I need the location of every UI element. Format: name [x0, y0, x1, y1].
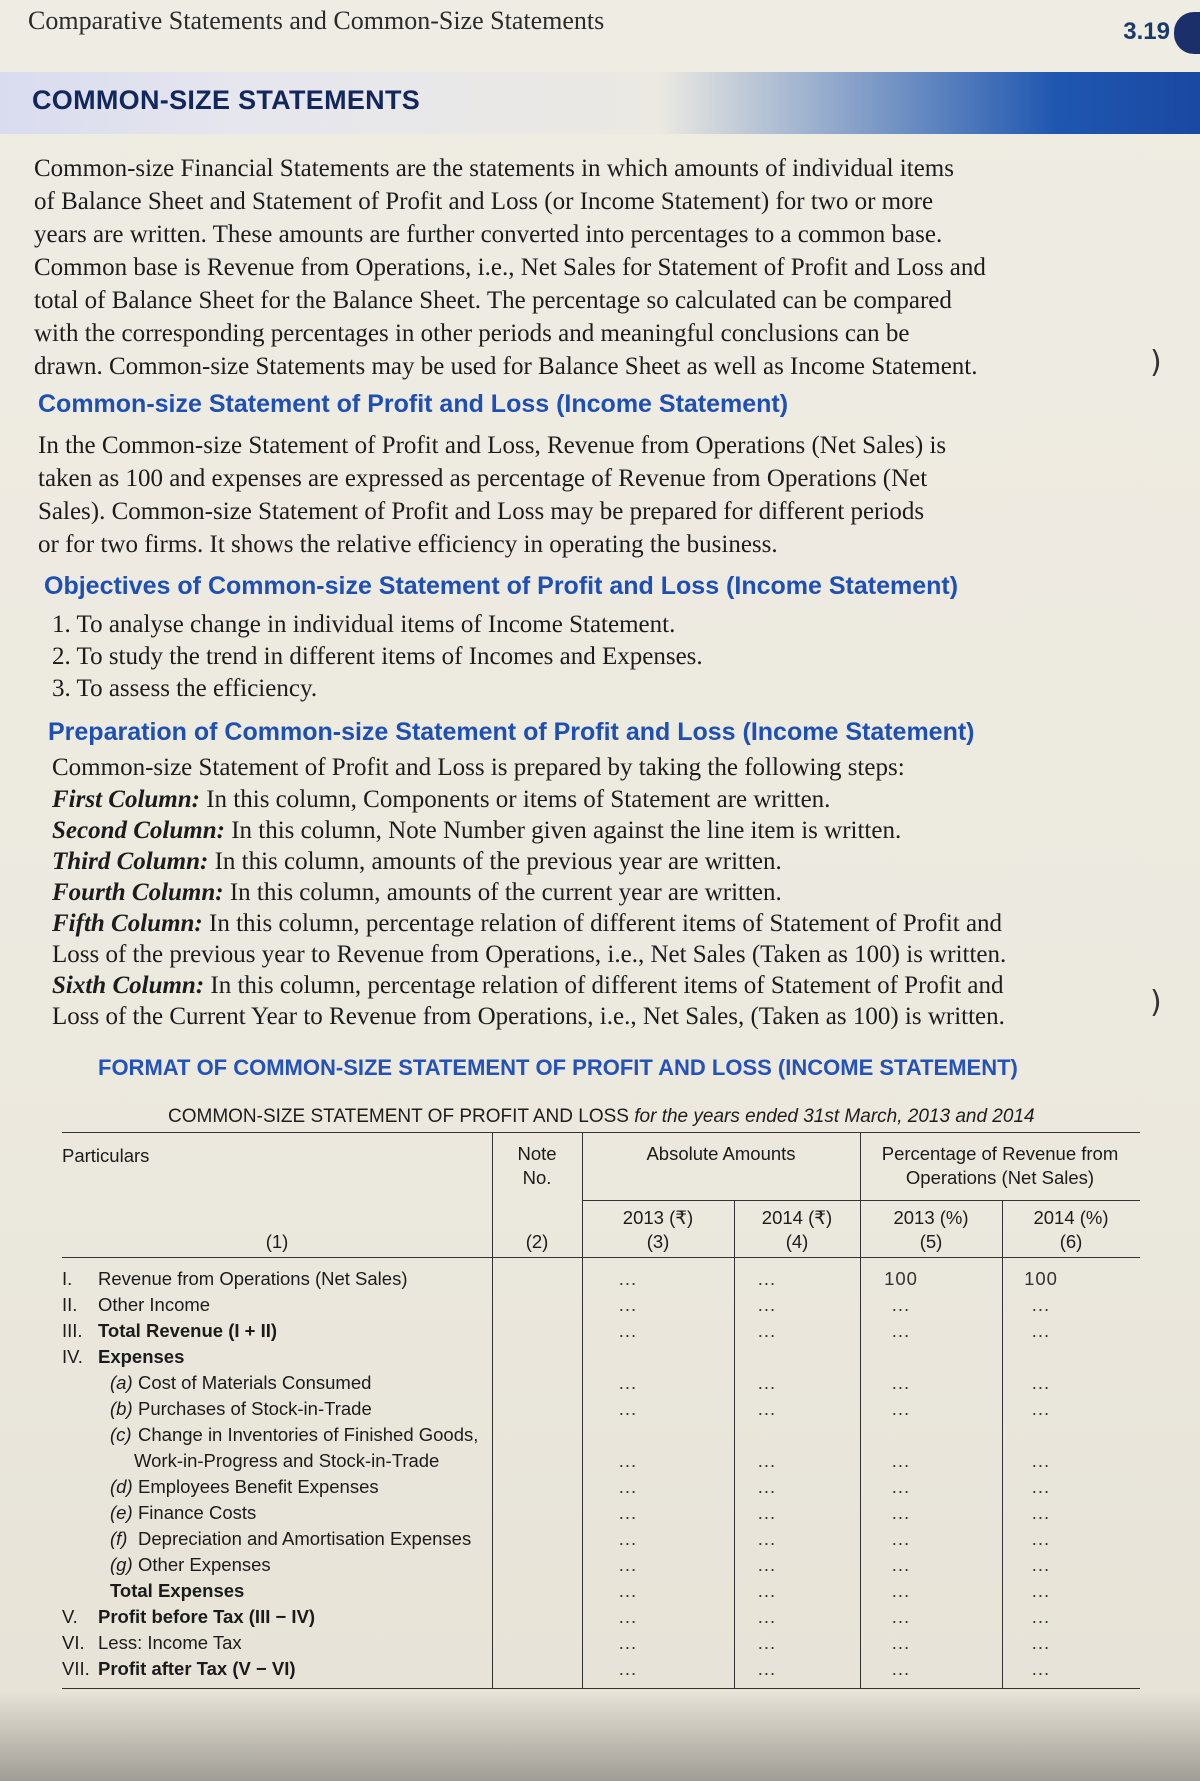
heading-pl-statement: Common-size Statement of Profit and Loss (Income Statement): [38, 390, 789, 418]
placeholder-dots: ...: [757, 1658, 777, 1679]
header-year: 2014 (₹): [761, 1207, 833, 1228]
placeholder-dots: ...: [891, 1398, 911, 1419]
row-number: (c): [110, 1424, 132, 1445]
header-percentage: [860, 1142, 1140, 1190]
placeholder-dots: ...: [757, 1268, 777, 1289]
col-divider: [492, 1132, 493, 1688]
placeholder-dots: ...: [618, 1528, 638, 1549]
placeholder-dots: ...: [618, 1554, 638, 1575]
intro-line: total of Balance Sheet for the Balance Sheet. The percentage so calculated can be compared: [34, 287, 952, 314]
col-divider: [734, 1200, 735, 1688]
row-number: VI.: [62, 1632, 85, 1653]
column-label: Fourth Column:: [52, 879, 224, 906]
row-number: V.: [62, 1606, 78, 1627]
header-2014-percent: [1002, 1206, 1140, 1254]
placeholder-dots: ...: [757, 1502, 777, 1523]
row-label: Change in Inventories of Finished Goods,: [138, 1424, 479, 1445]
placeholder-dots: ...: [618, 1502, 638, 1523]
header-particulars: Particulars: [62, 1145, 150, 1166]
header-2013-amount: [582, 1206, 734, 1254]
placeholder-dots: ...: [1031, 1606, 1051, 1627]
column-text: In this column, Components or items of Statement are written.: [199, 786, 831, 813]
pen-mark: ): [1150, 345, 1162, 380]
placeholder-dots: ...: [1031, 1554, 1051, 1575]
placeholder-dots: ...: [618, 1372, 638, 1393]
row-label: Profit after Tax (V − VI): [98, 1658, 296, 1679]
col-divider: [1002, 1200, 1003, 1688]
table-caption: [168, 1106, 1035, 1128]
row-number: I.: [62, 1268, 73, 1289]
page-shadow: [0, 1691, 1200, 1781]
column-label: Fifth Column:: [52, 910, 203, 937]
placeholder-dots: ...: [618, 1476, 638, 1497]
header-2014-amount: [734, 1206, 860, 1254]
column-number: (2): [525, 1231, 549, 1252]
pen-mark: ): [1150, 985, 1162, 1020]
intro-line: Common-size Financial Statements are the statements in which amounts of individual items: [34, 155, 954, 182]
placeholder-dots: ...: [891, 1372, 911, 1393]
fifth-column-cont: Loss of the previous year to Revenue from Operations, i.e., Net Sales (Taken as 100) is written.: [52, 941, 1007, 968]
placeholder-dots: ...: [1031, 1528, 1051, 1549]
placeholder-dots: ...: [618, 1320, 638, 1341]
placeholder-dots: ...: [618, 1450, 638, 1471]
row-label: Profit before Tax (III − IV): [98, 1606, 316, 1627]
objective-item: 2. To study the trend in different items of Incomes and Expenses.: [52, 643, 703, 670]
header-note-line: Note: [517, 1143, 557, 1164]
placeholder-dots: ...: [757, 1606, 777, 1627]
placeholder-dots: ...: [618, 1632, 638, 1653]
intro-line: years are written. These amounts are further converted into percentages to a common base.: [34, 221, 943, 248]
caption-italic: for the years ended 31st March, 2013 and 2014: [628, 1106, 1035, 1127]
placeholder-dots: ...: [891, 1476, 911, 1497]
header-pct-line: Operations (Net Sales): [905, 1167, 1095, 1188]
placeholder-dots: ...: [891, 1554, 911, 1575]
column-number: (1): [265, 1231, 289, 1252]
page-number-tab: [1174, 12, 1200, 54]
header-note: [492, 1142, 582, 1190]
intro-line: of Balance Sheet and Statement of Profit and Loss (or Income Statement) for two or more: [34, 188, 934, 215]
caption-main: COMMON-SIZE STATEMENT OF PROFIT AND LOSS: [168, 1106, 629, 1127]
placeholder-dots: ...: [618, 1398, 638, 1419]
format-title: FORMAT OF COMMON-SIZE STATEMENT OF PROFIT AND LOSS (INCOME STATEMENT): [98, 1055, 1018, 1080]
sixth-column-cont: Loss of the Current Year to Revenue from Operations, i.e., Net Sales, (Taken as 100) is written.: [52, 1003, 1005, 1030]
placeholder-dots: ...: [757, 1632, 777, 1653]
placeholder-dots: ...: [891, 1502, 911, 1523]
column-label: Second Column:: [52, 817, 225, 844]
placeholder-dots: ...: [1031, 1476, 1051, 1497]
header-year: 2014 (%): [1033, 1207, 1109, 1228]
row-label: Other Income: [98, 1294, 211, 1315]
header-bottom-rule: [62, 1257, 1140, 1258]
pl-line: taken as 100 and expenses are expressed as percentage of Revenue from Operations (Net: [38, 465, 928, 492]
fourth-column-line: [52, 879, 1142, 907]
placeholder-dots: ...: [891, 1320, 911, 1341]
section-title: COMMON-SIZE STATEMENTS: [32, 85, 421, 115]
placeholder-dots: ...: [757, 1398, 777, 1419]
table-bottom-rule: [62, 1688, 1140, 1689]
column-text: In this column, percentage relation of different items of Statement of Profit and: [204, 972, 1004, 999]
row-label: Total Expenses: [110, 1580, 245, 1601]
column-number: (3): [646, 1231, 670, 1252]
placeholder-dots: ...: [891, 1632, 911, 1653]
heading-objectives: Objectives of Common-size Statement of Profit and Loss (Income Statement): [44, 572, 959, 600]
row-number: (d): [110, 1476, 133, 1497]
row-number: IV.: [62, 1346, 83, 1367]
placeholder-dots: ...: [618, 1268, 638, 1289]
pl-line: In the Common-size Statement of Profit and Loss, Revenue from Operations (Net Sales) is: [38, 432, 947, 459]
placeholder-dots: ...: [618, 1580, 638, 1601]
placeholder-dots: ...: [1031, 1580, 1051, 1601]
second-column-line: [52, 817, 1142, 845]
running-head: Comparative Statements and Common-Size Statements: [28, 6, 605, 35]
row-label: Purchases of Stock-in-Trade: [138, 1398, 372, 1419]
row-label: Work-in-Progress and Stock-in-Trade: [134, 1450, 440, 1471]
placeholder-dots: ...: [1031, 1632, 1051, 1653]
row-label: Total Revenue (I + II): [98, 1320, 278, 1341]
placeholder-dots: ...: [1031, 1450, 1051, 1471]
year-rule: [582, 1200, 1140, 1201]
placeholder-dots: ...: [757, 1528, 777, 1549]
placeholder-dots: ...: [891, 1528, 911, 1549]
row-number: (e): [110, 1502, 133, 1523]
intro-line: drawn. Common-size Statements may be used for Balance Sheet as well as Income Statement.: [34, 353, 978, 380]
fifth-column-line: [52, 910, 1142, 938]
column-label: First Column:: [52, 786, 200, 813]
objective-item: 1. To analyse change in individual items of Income Statement.: [52, 611, 676, 638]
objectives-list: [52, 609, 703, 705]
placeholder-dots: ...: [1031, 1502, 1051, 1523]
placeholder-dots: ...: [891, 1580, 911, 1601]
page-number: 3.19: [1123, 18, 1170, 45]
column-text: In this column, amounts of the current year are written.: [223, 879, 782, 906]
row-number: (b): [110, 1398, 133, 1419]
header-year: 2013 (%): [893, 1207, 969, 1228]
placeholder-dots: ...: [757, 1320, 777, 1341]
placeholder-dots: ...: [618, 1658, 638, 1679]
objective-item: 3. To assess the efficiency.: [52, 675, 318, 702]
header-pct-line: Percentage of Revenue from: [881, 1143, 1119, 1164]
placeholder-dots: ...: [757, 1450, 777, 1471]
column-number: (5): [919, 1231, 943, 1252]
placeholder-dots: ...: [1031, 1320, 1051, 1341]
row-number: (f): [110, 1528, 128, 1549]
row-label: Other Expenses: [138, 1554, 271, 1575]
placeholder-dots: ...: [757, 1580, 777, 1601]
placeholder-dots: ...: [891, 1658, 911, 1679]
row-number: VII.: [62, 1658, 90, 1679]
column-text: In this column, Note Number given against the line item is written.: [224, 817, 902, 844]
row-number: III.: [62, 1320, 83, 1341]
first-column-line: [52, 786, 1142, 814]
common-size-table: [62, 1132, 1140, 1697]
hundred-value: 100: [1024, 1268, 1058, 1289]
row-label: Cost of Materials Consumed: [138, 1372, 372, 1393]
placeholder-dots: ...: [757, 1372, 777, 1393]
placeholder-dots: ...: [757, 1554, 777, 1575]
row-label: Expenses: [98, 1346, 185, 1367]
row-label: Finance Costs: [138, 1502, 257, 1523]
header-absolute-amounts: Absolute Amounts: [646, 1143, 796, 1164]
row-label: Employees Benefit Expenses: [138, 1476, 379, 1497]
column-label: Sixth Column:: [52, 972, 205, 999]
hundred-value: 100: [884, 1268, 918, 1289]
row-number: II.: [62, 1294, 78, 1315]
placeholder-dots: ...: [1031, 1372, 1051, 1393]
column-number: (6): [1059, 1231, 1083, 1252]
preparation-intro: Common-size Statement of Profit and Loss is prepared by taking the following steps:: [52, 754, 905, 781]
placeholder-dots: ...: [1031, 1398, 1051, 1419]
sixth-column-line: [52, 972, 1142, 1000]
placeholder-dots: ...: [1031, 1658, 1051, 1679]
intro-line: Common base is Revenue from Operations, i.e., Net Sales for Statement of Profit and Loss and: [34, 254, 986, 281]
pl-line: or for two firms. It shows the relative efficiency in operating the business.: [38, 531, 778, 558]
header-year: 2013 (₹): [622, 1207, 694, 1228]
placeholder-dots: ...: [891, 1606, 911, 1627]
placeholder-dots: ...: [618, 1294, 638, 1315]
placeholder-dots: ...: [891, 1294, 911, 1315]
column-number: (4): [785, 1231, 809, 1252]
heading-preparation: Preparation of Common-size Statement of Profit and Loss (Income Statement): [48, 718, 975, 746]
row-number: (a): [110, 1372, 133, 1393]
table-top-rule: [62, 1132, 1140, 1133]
placeholder-dots: ...: [891, 1450, 911, 1471]
pl-line: Sales). Common-size Statement of Profit and Loss may be prepared for different periods: [38, 498, 925, 525]
placeholder-dots: ...: [1031, 1294, 1051, 1315]
placeholder-dots: ...: [757, 1294, 777, 1315]
placeholder-dots: ...: [618, 1606, 638, 1627]
row-label: Depreciation and Amortisation Expenses: [138, 1528, 472, 1549]
intro-line: with the corresponding percentages in other periods and meaningful conclusions can be: [34, 320, 910, 347]
header-2013-percent: [860, 1206, 1002, 1254]
row-number: (g): [110, 1554, 133, 1575]
row-label: Revenue from Operations (Net Sales): [98, 1268, 408, 1289]
header-note-line: No.: [522, 1167, 552, 1188]
column-label: Third Column:: [52, 848, 209, 875]
placeholder-dots: ...: [757, 1476, 777, 1497]
row-label: Less: Income Tax: [98, 1632, 242, 1653]
column-text: In this column, amounts of the previous year are written.: [208, 848, 782, 875]
third-column-line: [52, 848, 1142, 876]
column-text: In this column, percentage relation of different items of Statement of Profit and: [202, 910, 1003, 937]
